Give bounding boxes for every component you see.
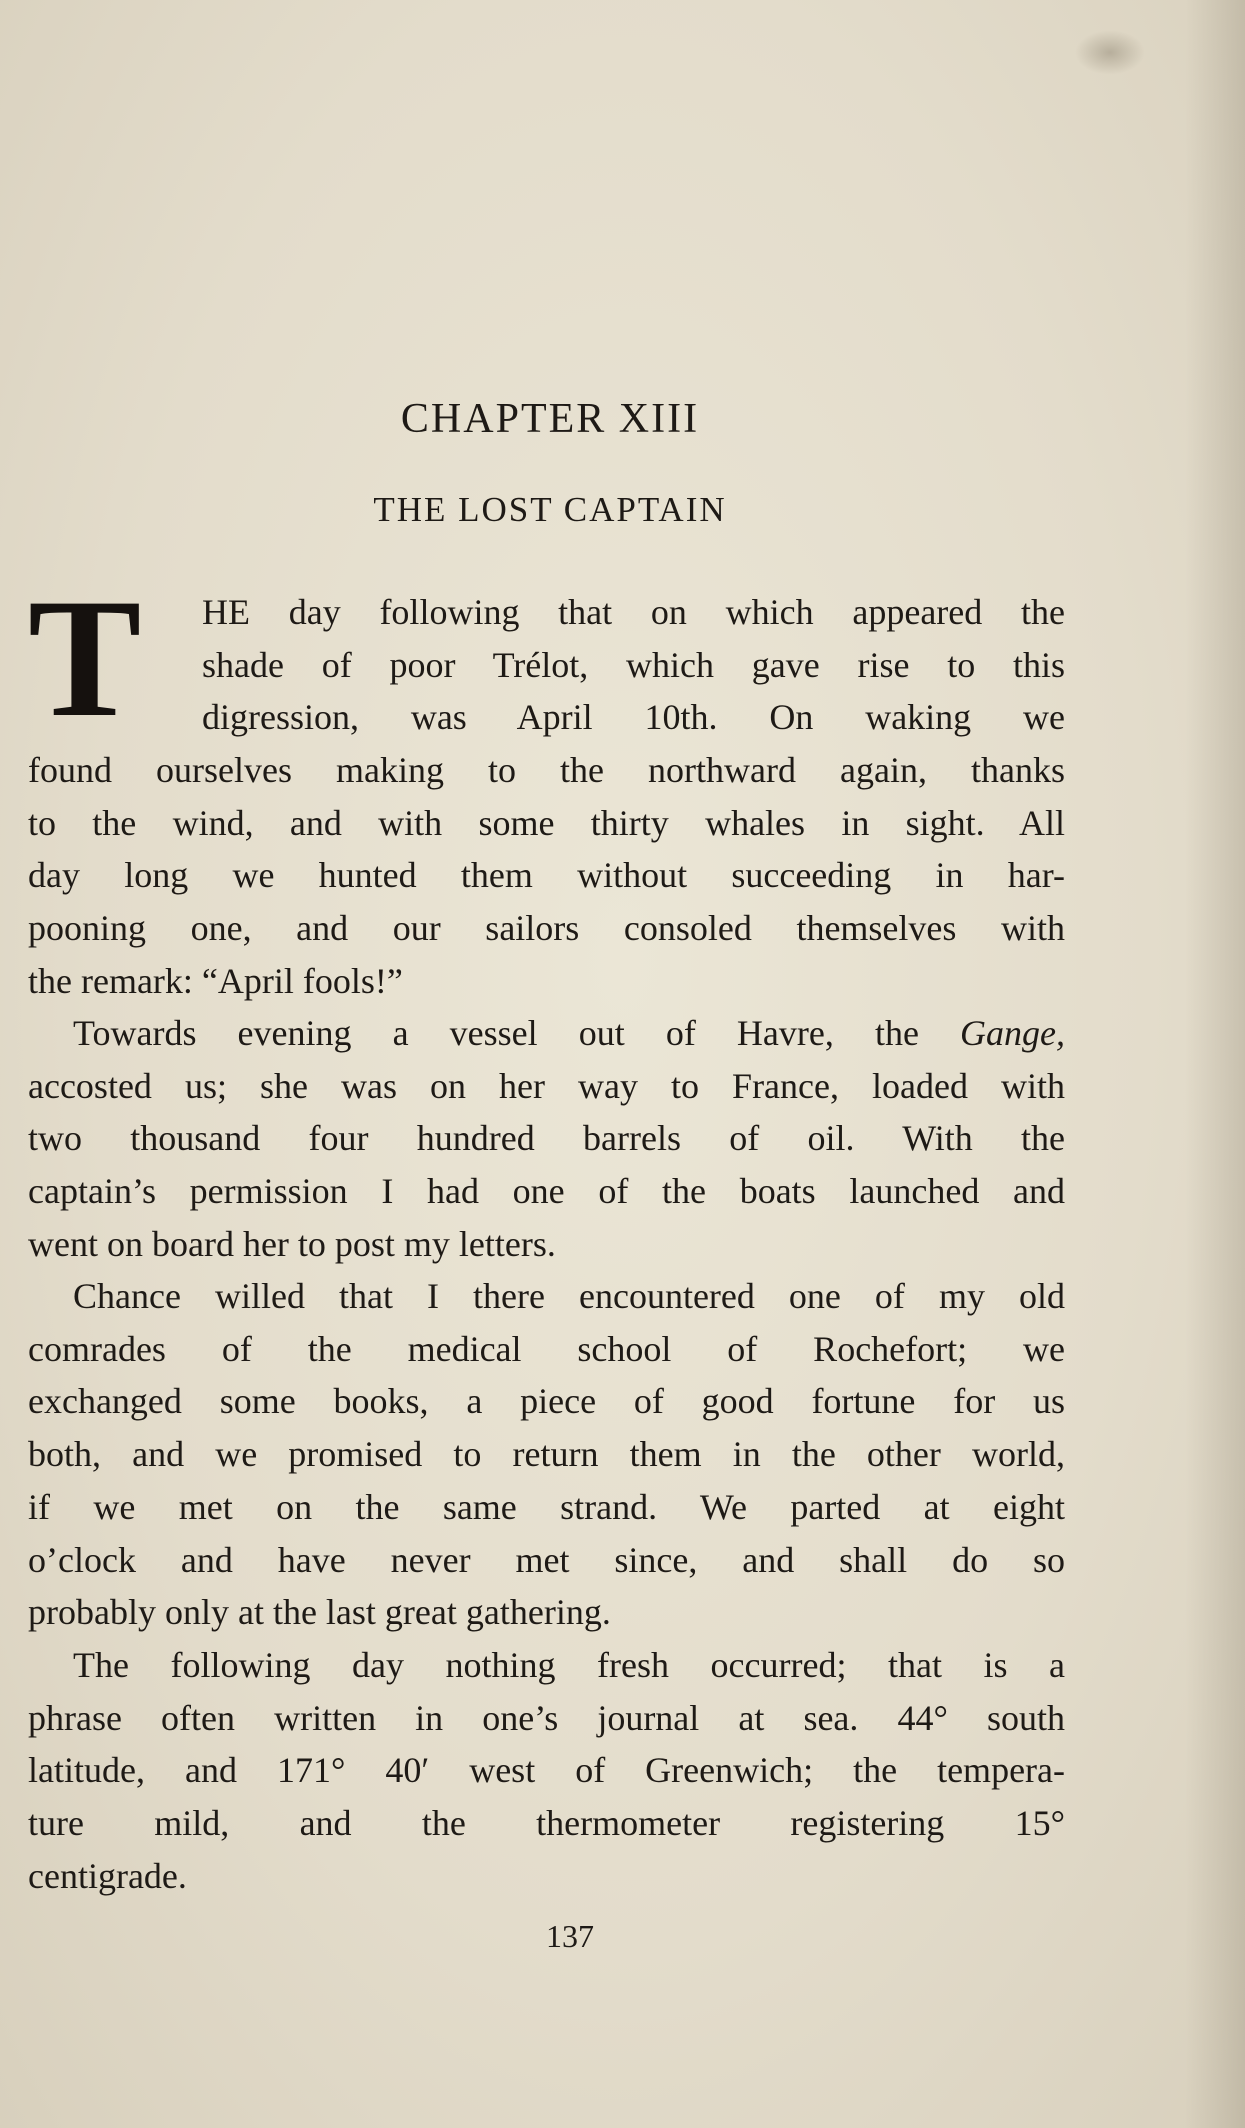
paragraph-2: [28, 1007, 1065, 1271]
text-line: Chance willed that I there encountered one of my old: [73, 1276, 1065, 1316]
text-line: found ourselves making to the northward again, thanks: [28, 750, 1065, 790]
paragraph-1-continued: [28, 744, 1065, 1008]
text-line: latitude, and 171° 40′ west of Greenwich; the tempera-: [28, 1750, 1065, 1791]
text-line: day long we hunted them without succeeding in har-: [28, 855, 1065, 896]
text-line: if we met on the same strand. We parted at eight: [28, 1486, 1065, 1527]
text-line: HE day following that on which appeared the: [202, 592, 1065, 632]
text-line: exchanged some books, a piece of good fortune for us: [28, 1381, 1065, 1422]
paragraph-opening: [202, 586, 1065, 744]
text-line: the remark: “April fools!”: [28, 960, 403, 1001]
text-run: Towards evening a vessel out of Havre, the: [73, 1013, 919, 1053]
text-line: centigrade.: [28, 1855, 187, 1896]
text-line: went on board her to post my letters.: [28, 1223, 556, 1264]
text-line: phrase often written in one’s journal at sea. 44° south: [28, 1697, 1065, 1738]
text-line: ture mild, and the thermometer registering 15°: [28, 1803, 1065, 1844]
text-line: both, and we promised to return them in the other world,: [28, 1434, 1065, 1475]
page-number: 137: [546, 1918, 594, 1954]
paragraph-3: [28, 1270, 1065, 1639]
text-line: comrades of the medical school of Rochefort; we: [28, 1328, 1065, 1369]
drop-cap: T: [28, 564, 142, 752]
paragraph-4: [28, 1639, 1065, 1903]
text-line: The following day nothing fresh occurred; that is a: [73, 1645, 1065, 1685]
text-line: digression, was April 10th. On waking we: [202, 697, 1065, 738]
text-line: shade of poor Trélot, which gave rise to this: [202, 644, 1065, 685]
chapter-heading: CHAPTER XIII: [400, 396, 700, 442]
text-line: captain’s permission I had one of the boats launched and: [28, 1171, 1065, 1212]
text-line: probably only at the last great gathering.: [28, 1592, 611, 1633]
page-edge-shadow: [1185, 0, 1245, 2128]
text-line: accosted us; she was on her way to France, loaded with: [28, 1065, 1065, 1106]
text-line: pooning one, and our sailors consoled themselves with: [28, 908, 1065, 949]
chapter-title: THE LOST CAPTAIN: [373, 490, 727, 529]
paper-stain: [1075, 30, 1145, 75]
ship-name: Gange,: [960, 1013, 1066, 1053]
text-line: o’clock and have never met since, and shall do so: [28, 1539, 1065, 1580]
text-line: to the wind, and with some thirty whales in sight. All: [28, 802, 1065, 843]
text-line: [28, 1007, 1065, 1060]
text-line: two thousand four hundred barrels of oil. With the: [28, 1118, 1065, 1159]
